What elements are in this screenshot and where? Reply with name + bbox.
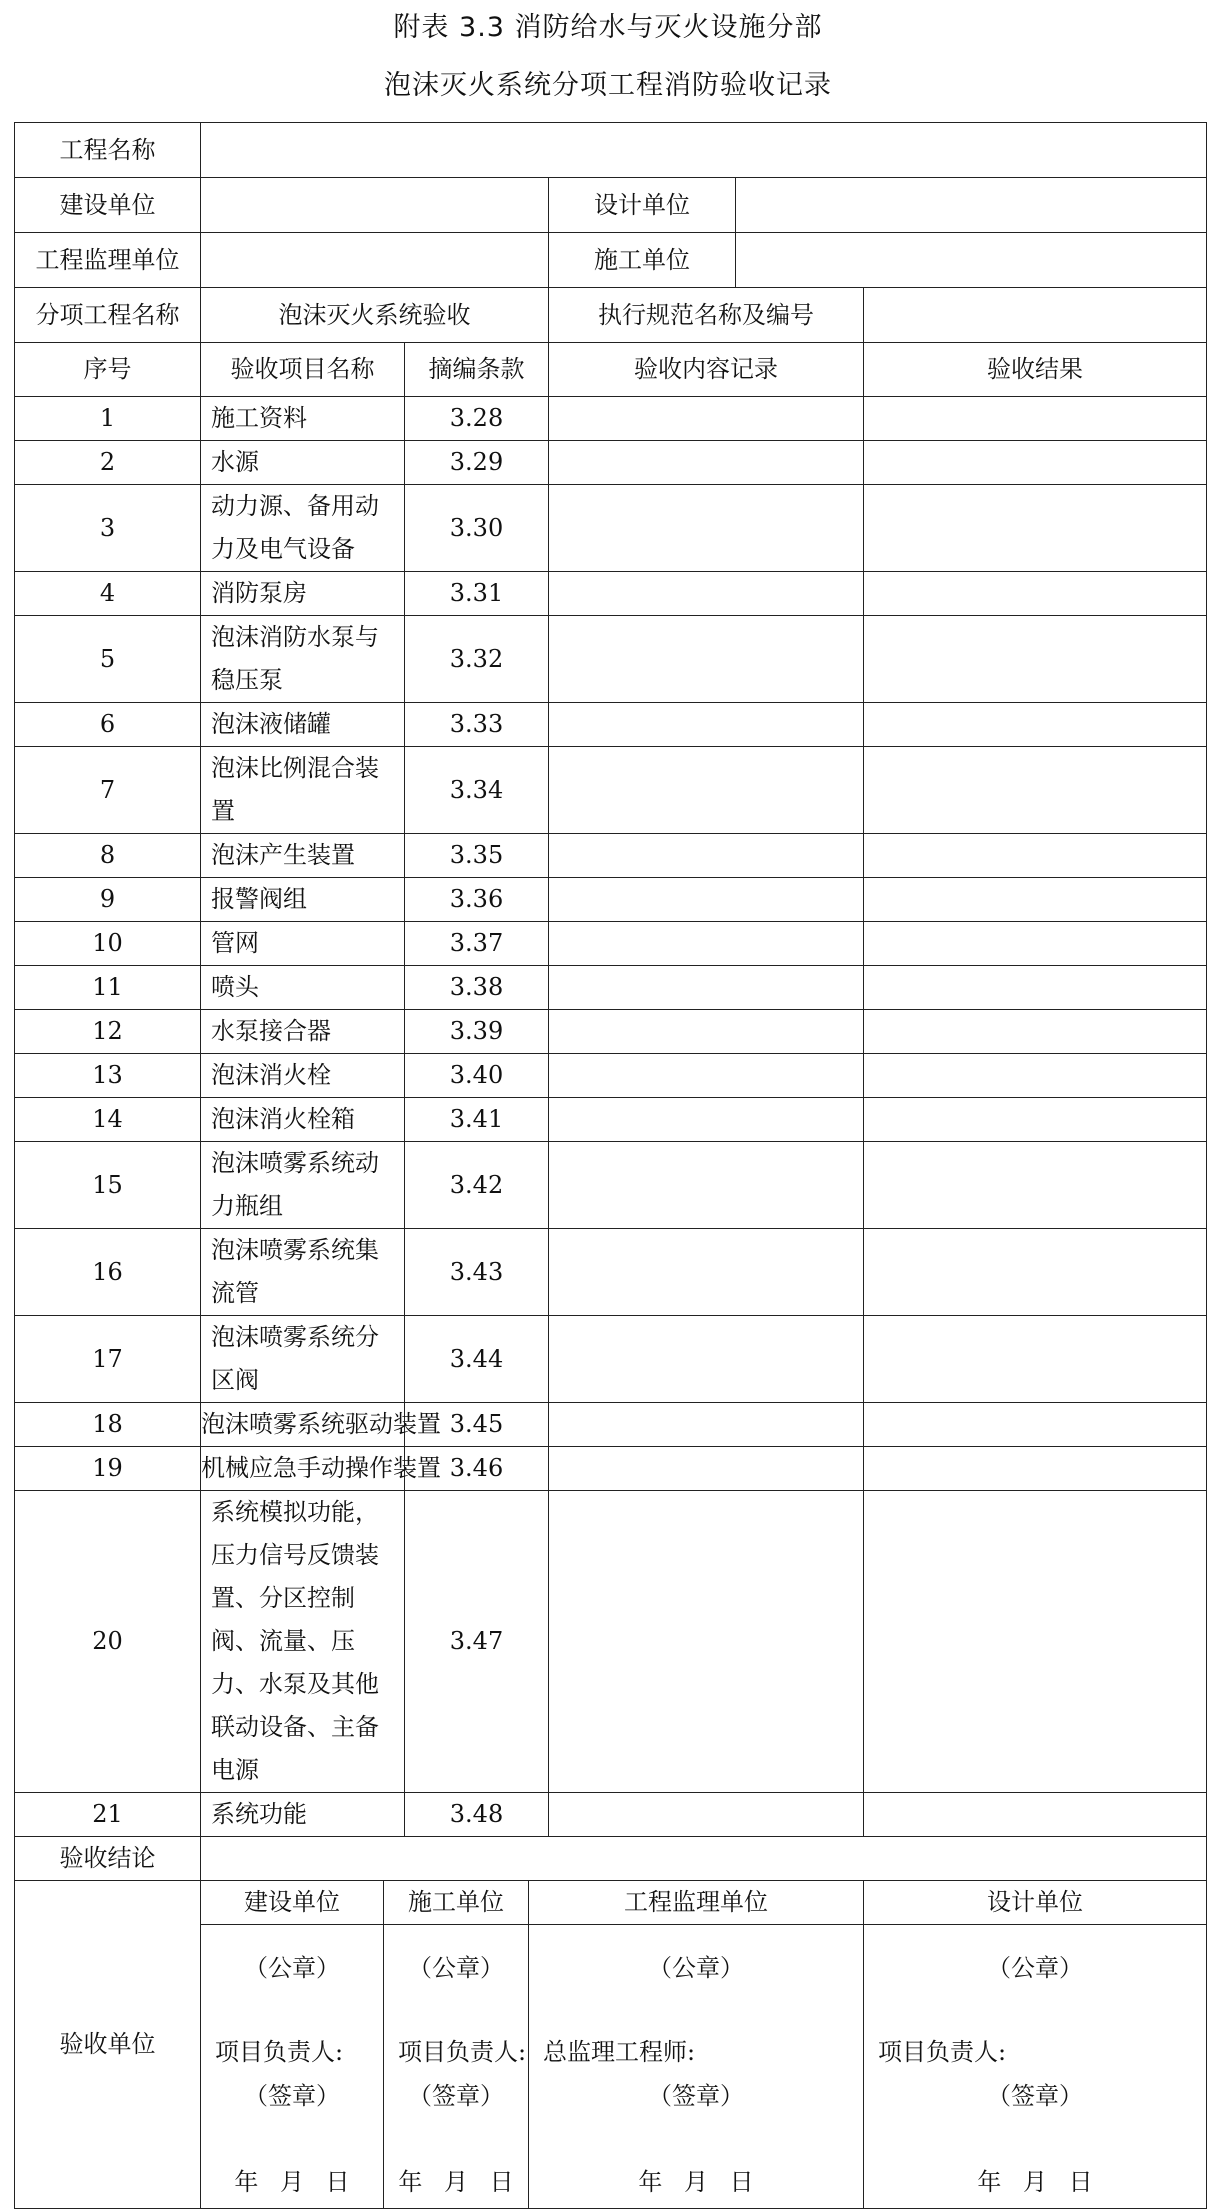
sign-units-header-row — [15, 1881, 1207, 1925]
row-number: 11 — [15, 966, 201, 1010]
row-clause: 3.36 — [405, 878, 549, 922]
row-record-cell[interactable] — [549, 1793, 864, 1837]
row-item-name: 泡沫消火栓箱 — [201, 1098, 405, 1142]
row-result-cell[interactable] — [864, 703, 1207, 747]
row-number: 1 — [15, 397, 201, 441]
signature-placeholder: （签章） — [648, 2082, 744, 2110]
row-result-cell[interactable] — [864, 1403, 1207, 1447]
date-placeholder: 年 月 日 — [398, 2168, 514, 2196]
row-item-name: 系统模拟功能，压力信号反馈装置、分区控制阀、流量、压力、水泵及其他联动设备、主备电源 — [201, 1491, 405, 1793]
row-result-cell[interactable] — [864, 834, 1207, 878]
sign-block[interactable] — [864, 1925, 1207, 2209]
row-item-name: 泡沫喷雾系统动力瓶组 — [201, 1142, 405, 1229]
sign-block[interactable] — [384, 1925, 529, 2209]
row-record-cell[interactable] — [549, 1491, 864, 1793]
signature-placeholder: （签章） — [408, 2082, 504, 2110]
row-number: 17 — [15, 1316, 201, 1403]
seal-placeholder: （公章） — [244, 1954, 340, 1982]
row-number: 21 — [15, 1793, 201, 1837]
row-item-name: 喷头 — [201, 966, 405, 1010]
date-placeholder: 年 月 日 — [977, 2168, 1093, 2196]
sign-unit-name: 工程监理单位 — [529, 1881, 864, 1925]
row-number: 14 — [15, 1098, 201, 1142]
row-item-name: 泡沫喷雾系统集流管 — [201, 1229, 405, 1316]
table-row — [15, 1010, 1207, 1054]
row-number: 20 — [15, 1491, 201, 1793]
table-row — [15, 1098, 1207, 1142]
row-item-name: 泡沫消火栓 — [201, 1054, 405, 1098]
table-row — [15, 1229, 1207, 1316]
row-clause: 3.31 — [405, 572, 549, 616]
row-record-cell[interactable] — [549, 1098, 864, 1142]
row-clause: 3.48 — [405, 1793, 549, 1837]
row-item-name: 管网 — [201, 922, 405, 966]
row-clause: 3.43 — [405, 1229, 549, 1316]
column-header-clause: 摘编条款 — [405, 343, 549, 397]
row-record-cell[interactable] — [549, 1316, 864, 1403]
acceptance-record-table — [14, 122, 1207, 2209]
builder-unit-label: 施工单位 — [549, 233, 736, 288]
row-number: 4 — [15, 572, 201, 616]
row-result-cell[interactable] — [864, 1447, 1207, 1491]
row-number: 2 — [15, 441, 201, 485]
row-item-name: 泡沫消防水泵与稳压泵 — [201, 616, 405, 703]
row-number: 9 — [15, 878, 201, 922]
row-clause: 3.38 — [405, 966, 549, 1010]
conclusion-row — [15, 1837, 1207, 1881]
table-row — [15, 1491, 1207, 1793]
row-clause: 3.35 — [405, 834, 549, 878]
standard-value[interactable] — [864, 288, 1207, 343]
row-clause: 3.34 — [405, 747, 549, 834]
row-record-cell[interactable] — [549, 1229, 864, 1316]
row-item-name: 施工资料 — [201, 397, 405, 441]
sign-block[interactable] — [529, 1925, 864, 2209]
row-result-cell[interactable] — [864, 966, 1207, 1010]
conclusion-value[interactable] — [201, 1837, 1207, 1881]
row-number: 10 — [15, 922, 201, 966]
design-unit-value[interactable] — [736, 178, 1207, 233]
row-item-name: 水泵接合器 — [201, 1010, 405, 1054]
row-number: 16 — [15, 1229, 201, 1316]
table-row — [15, 485, 1207, 572]
responsible-person-label: 总监理工程师: — [543, 2038, 696, 2066]
seal-placeholder: （公章） — [987, 1954, 1084, 1982]
row-item-name: 水源 — [201, 441, 405, 485]
row-clause: 3.42 — [405, 1142, 549, 1229]
row-item-name: 泡沫产生装置 — [201, 834, 405, 878]
row-record-cell[interactable] — [549, 1142, 864, 1229]
column-header-no: 序号 — [15, 343, 201, 397]
supervision-unit-value[interactable] — [201, 233, 549, 288]
row-record-cell[interactable] — [549, 1010, 864, 1054]
row-item-name: 泡沫喷雾系统驱动装置 — [201, 1403, 405, 1447]
supervision-unit-row — [15, 233, 1207, 288]
document-title-line2: 泡沫灭火系统分项工程消防验收记录 — [384, 70, 832, 101]
row-record-cell[interactable] — [549, 1447, 864, 1491]
project-name-row — [15, 123, 1207, 178]
table-row — [15, 1316, 1207, 1403]
row-clause: 3.39 — [405, 1010, 549, 1054]
row-result-cell[interactable] — [864, 1054, 1207, 1098]
row-record-cell[interactable] — [549, 1403, 864, 1447]
standard-label: 执行规范名称及编号 — [549, 288, 864, 343]
table-row — [15, 1142, 1207, 1229]
row-clause: 3.33 — [405, 703, 549, 747]
date-placeholder: 年 月 日 — [234, 2168, 350, 2196]
document-title-line1: 附表 3.3 消防给水与灭火设施分部 — [393, 12, 823, 43]
column-header-row — [15, 343, 1207, 397]
row-result-cell[interactable] — [864, 747, 1207, 834]
column-header-record: 验收内容记录 — [549, 343, 864, 397]
row-result-cell[interactable] — [864, 878, 1207, 922]
conclusion-label: 验收结论 — [15, 1837, 201, 1881]
row-result-cell[interactable] — [864, 1010, 1207, 1054]
row-number: 6 — [15, 703, 201, 747]
row-result-cell[interactable] — [864, 922, 1207, 966]
row-clause: 3.44 — [405, 1316, 549, 1403]
responsible-person-label: 项目负责人: — [878, 2038, 1007, 2066]
row-result-cell[interactable] — [864, 1098, 1207, 1142]
acceptance-units-label: 验收单位 — [15, 1881, 201, 2209]
row-item-name: 动力源、备用动力及电气设备 — [201, 485, 405, 572]
construction-unit-row — [15, 178, 1207, 233]
project-name-value[interactable] — [201, 123, 1207, 178]
row-result-cell[interactable] — [864, 485, 1207, 572]
row-number: 7 — [15, 747, 201, 834]
table-row — [15, 922, 1207, 966]
row-result-cell[interactable] — [864, 572, 1207, 616]
row-record-cell[interactable] — [549, 1054, 864, 1098]
row-item-name: 系统功能 — [201, 1793, 405, 1837]
table-row — [15, 1793, 1207, 1837]
table-row — [15, 747, 1207, 834]
table-row — [15, 878, 1207, 922]
row-result-cell[interactable] — [864, 616, 1207, 703]
table-row — [15, 1403, 1207, 1447]
row-number: 18 — [15, 1403, 201, 1447]
row-clause: 3.46 — [405, 1447, 549, 1491]
table-row — [15, 441, 1207, 485]
sign-unit-name: 建设单位 — [201, 1881, 384, 1925]
row-record-cell[interactable] — [549, 441, 864, 485]
row-item-name: 消防泵房 — [201, 572, 405, 616]
row-result-cell[interactable] — [864, 441, 1207, 485]
row-item-name: 泡沫喷雾系统分区阀 — [201, 1316, 405, 1403]
subproject-name-value: 泡沫灭火系统验收 — [201, 288, 549, 343]
row-clause: 3.30 — [405, 485, 549, 572]
row-number: 5 — [15, 616, 201, 703]
row-clause: 3.37 — [405, 922, 549, 966]
row-result-cell[interactable] — [864, 1229, 1207, 1316]
row-record-cell[interactable] — [549, 834, 864, 878]
construction-unit-value[interactable] — [201, 178, 549, 233]
row-record-cell[interactable] — [549, 878, 864, 922]
table-row — [15, 1447, 1207, 1491]
row-result-cell[interactable] — [864, 397, 1207, 441]
row-clause: 3.41 — [405, 1098, 549, 1142]
row-record-cell[interactable] — [549, 966, 864, 1010]
row-record-cell[interactable] — [549, 922, 864, 966]
sign-unit-name: 施工单位 — [384, 1881, 529, 1925]
row-item-name: 报警阀组 — [201, 878, 405, 922]
row-number: 3 — [15, 485, 201, 572]
sign-unit-name: 设计单位 — [864, 1881, 1207, 1925]
row-item-name: 机械应急手动操作装置 — [201, 1447, 405, 1491]
supervision-unit-label: 工程监理单位 — [15, 233, 201, 288]
table-row — [15, 1054, 1207, 1098]
project-name-label: 工程名称 — [15, 123, 201, 178]
table-row — [15, 703, 1207, 747]
row-number: 8 — [15, 834, 201, 878]
row-result-cell[interactable] — [864, 1793, 1207, 1837]
responsible-person-label: 项目负责人: — [398, 2038, 527, 2066]
row-record-cell[interactable] — [549, 703, 864, 747]
row-clause: 3.32 — [405, 616, 549, 703]
signature-placeholder: （签章） — [987, 2082, 1084, 2110]
row-number: 15 — [15, 1142, 201, 1229]
row-number: 19 — [15, 1447, 201, 1491]
row-record-cell[interactable] — [549, 616, 864, 703]
row-result-cell[interactable] — [864, 1316, 1207, 1403]
row-clause: 3.47 — [405, 1491, 549, 1793]
responsible-person-label: 项目负责人: — [215, 2038, 344, 2066]
builder-unit-value[interactable] — [736, 233, 1207, 288]
row-record-cell[interactable] — [549, 747, 864, 834]
table-row — [15, 834, 1207, 878]
table-row — [15, 397, 1207, 441]
row-result-cell[interactable] — [864, 1491, 1207, 1793]
row-record-cell[interactable] — [549, 485, 864, 572]
sign-block[interactable] — [201, 1925, 384, 2209]
row-record-cell[interactable] — [549, 397, 864, 441]
row-item-name: 泡沫比例混合装置 — [201, 747, 405, 834]
table-row — [15, 616, 1207, 703]
column-header-item: 验收项目名称 — [201, 343, 405, 397]
row-item-name: 泡沫液储罐 — [201, 703, 405, 747]
row-clause: 3.40 — [405, 1054, 549, 1098]
table-row — [15, 572, 1207, 616]
row-record-cell[interactable] — [549, 572, 864, 616]
subproject-name-label: 分项工程名称 — [15, 288, 201, 343]
seal-placeholder: （公章） — [648, 1954, 744, 1982]
date-placeholder: 年 月 日 — [638, 2168, 754, 2196]
seal-placeholder: （公章） — [408, 1954, 504, 1982]
construction-unit-label: 建设单位 — [15, 178, 201, 233]
row-clause: 3.28 — [405, 397, 549, 441]
row-number: 12 — [15, 1010, 201, 1054]
row-result-cell[interactable] — [864, 1142, 1207, 1229]
design-unit-label: 设计单位 — [549, 178, 736, 233]
row-number: 13 — [15, 1054, 201, 1098]
subproject-row — [15, 288, 1207, 343]
column-header-result: 验收结果 — [864, 343, 1207, 397]
table-row — [15, 966, 1207, 1010]
row-clause: 3.45 — [405, 1403, 549, 1447]
signature-placeholder: （签章） — [244, 2082, 340, 2110]
row-clause: 3.29 — [405, 441, 549, 485]
